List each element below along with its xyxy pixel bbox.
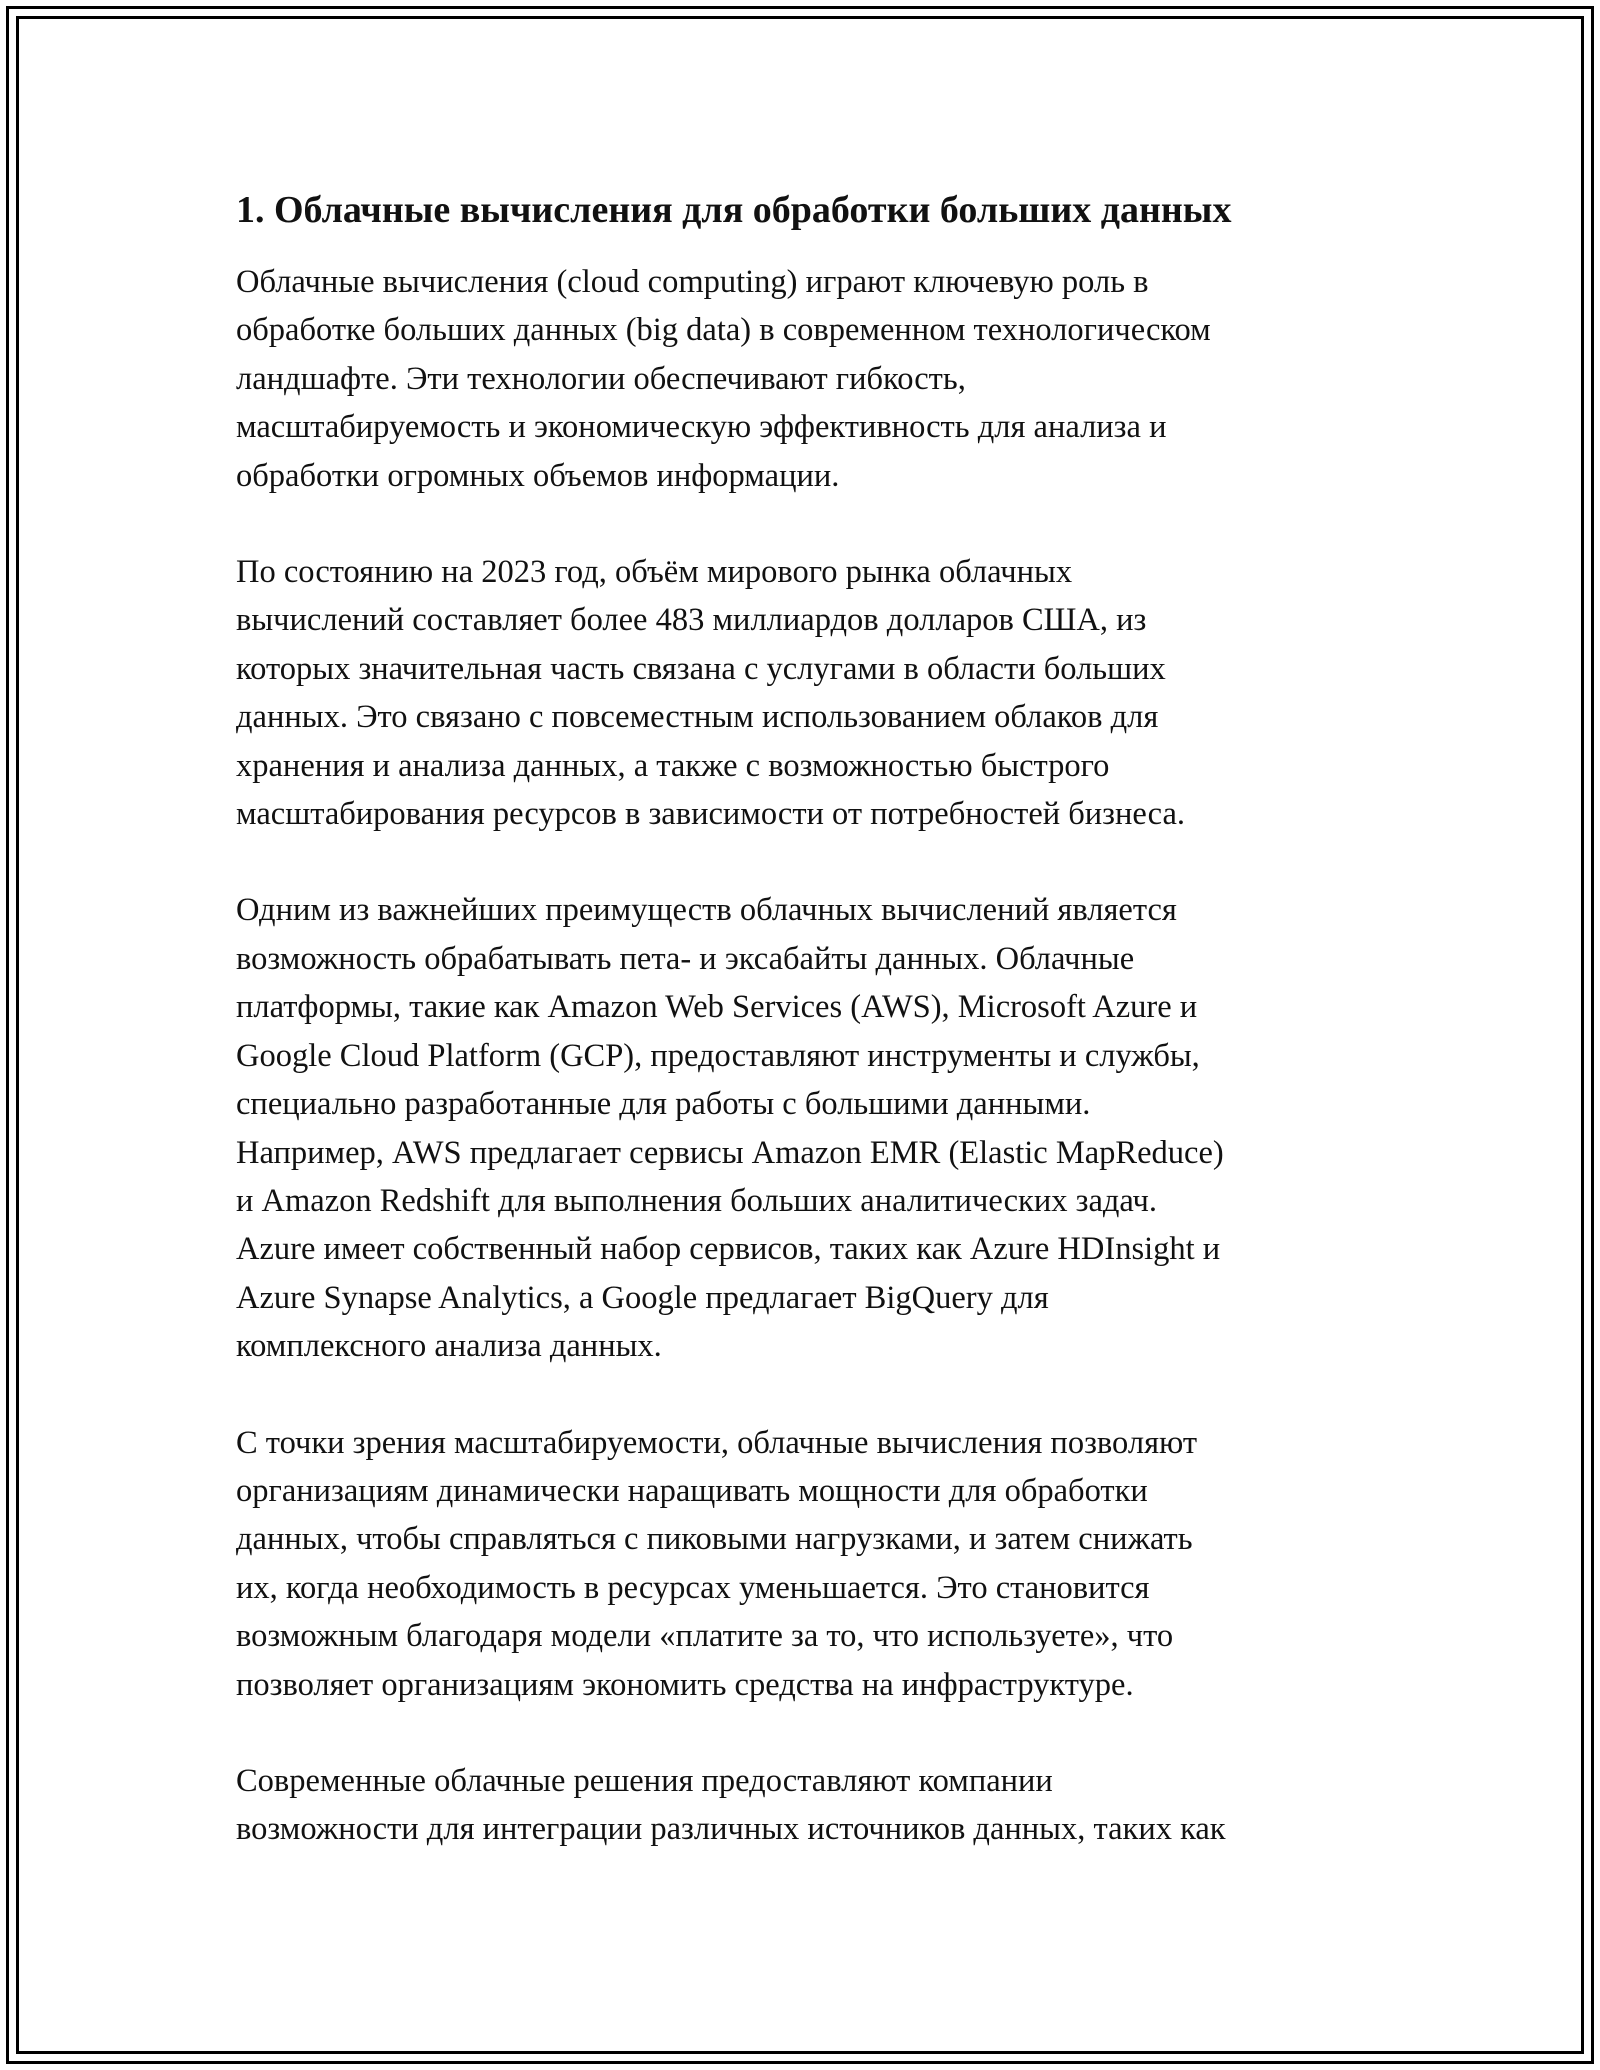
text-line: Google Cloud Platform (GCP), предоставляют инструменты и службы, — [236, 1037, 1200, 1074]
text-line: данных. Это связано с повсеместным использованием облаков для — [236, 699, 1159, 736]
text-line: Современные облачные решения предоставляют компании — [236, 1762, 1053, 1799]
paragraph-intro — [236, 258, 1366, 500]
document-body — [236, 186, 1366, 1854]
section-heading: 1. Облачные вычисления для обработки больших данных — [236, 189, 1232, 231]
paragraph-integration — [236, 1757, 1366, 1854]
paragraph-market — [236, 548, 1366, 838]
paragraph-scalability — [236, 1419, 1366, 1709]
text-line: ландшафте. Эти технологии обеспечивают гибкость, — [236, 360, 966, 397]
text-line: комплексного анализа данных. — [236, 1328, 662, 1365]
paragraph-platforms — [236, 886, 1366, 1370]
text-line: организациям динамически наращивать мощности для обработки — [236, 1472, 1148, 1509]
text-line: возможности для интеграции различных источников данных, таких как — [236, 1811, 1226, 1848]
text-line: их, когда необходимость в ресурсах уменьшается. Это становится — [236, 1569, 1150, 1606]
text-line: вычислений составляет более 483 миллиардов долларов США, из — [236, 602, 1147, 639]
text-line: которых значительная часть связана с услугами в области больших — [236, 650, 1166, 687]
text-line: масштабирования ресурсов в зависимости от потребностей бизнеса. — [236, 796, 1186, 833]
text-line: хранения и анализа данных, а также с возможностью быстрого — [236, 747, 1110, 784]
text-line: По состоянию на 2023 год, объём мирового рынка облачных — [236, 554, 1073, 591]
text-line: Azure имеет собственный набор сервисов, таких как Azure HDInsight и — [236, 1231, 1221, 1268]
text-line: позволяет организациям экономить средства на инфраструктуре. — [236, 1666, 1134, 1703]
text-line: Azure Synapse Analytics, а Google предлагает BigQuery для — [236, 1279, 1049, 1316]
text-line: масштабируемость и экономическую эффективность для анализа и — [236, 409, 1167, 446]
text-line: и Amazon Redshift для выполнения больших аналитических задач. — [236, 1182, 1157, 1219]
text-line: специально разработанные для работы с большими данными. — [236, 1086, 1091, 1123]
text-line: обработке больших данных (big data) в современном технологическом — [236, 312, 1211, 349]
text-line: Облачные вычисления (cloud computing) играют ключевую роль в — [236, 264, 1149, 300]
text-line: С точки зрения масштабируемости, облачные вычисления позволяют — [236, 1424, 1198, 1461]
text-line: обработки огромных объемов информации. — [236, 457, 840, 494]
text-line: данных, чтобы справляться с пиковыми нагрузками, и затем снижать — [236, 1521, 1193, 1558]
text-line: возможным благодаря модели «платите за то, что используете», что — [236, 1618, 1174, 1655]
text-line: платформы, такие как Amazon Web Services (AWS), Microsoft Azure и — [236, 989, 1198, 1026]
text-line: Одним из важнейших преимуществ облачных вычислений является — [236, 892, 1177, 929]
text-line: Например, AWS предлагает сервисы Amazon EMR (Elastic MapReduce) — [236, 1134, 1224, 1171]
text-line: возможность обрабатывать пета- и эксабайты данных. Облачные — [236, 940, 1135, 977]
